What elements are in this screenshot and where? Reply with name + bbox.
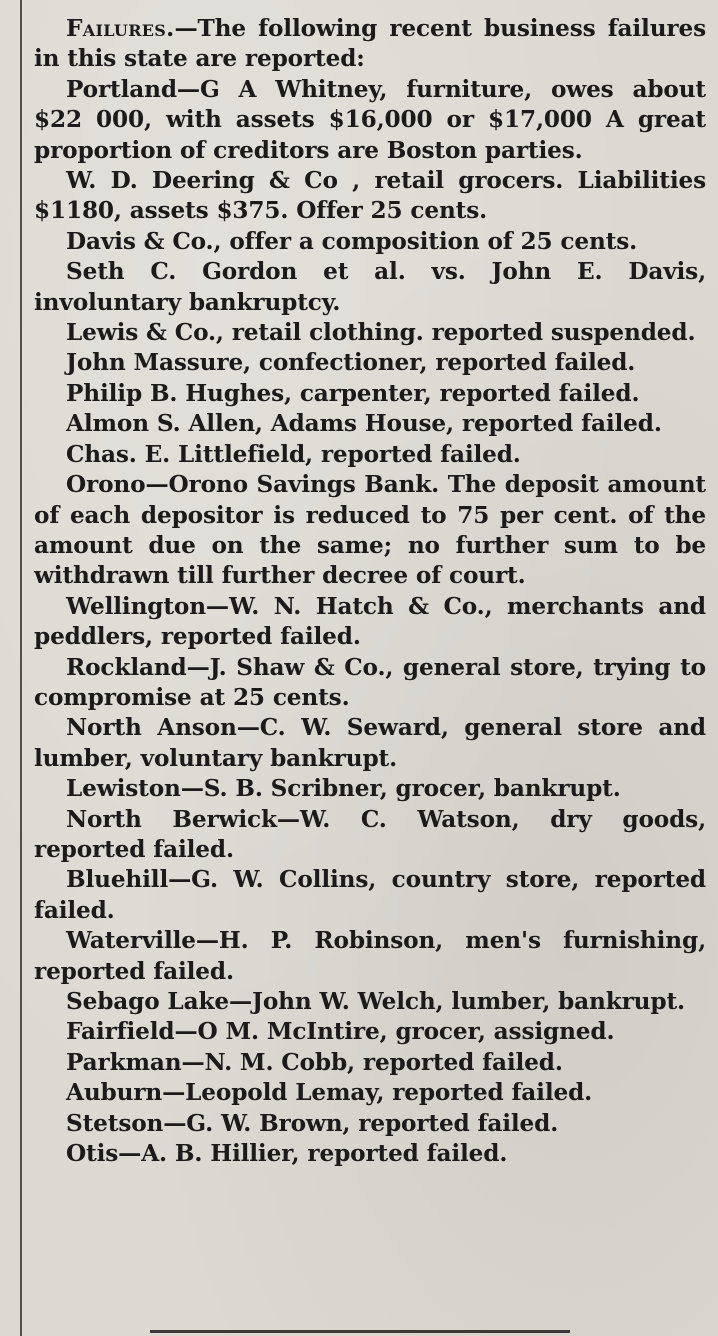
failure-entry: Bluehill—G. W. Collins, country store, reported failed. [34,866,706,924]
failures-article [34,14,706,1169]
failure-entry: Seth C. Gordon et al. vs. John E. Davis, involuntary bankruptcy. [34,258,706,316]
failure-entry: Chas. E. Littlefield, reported failed. [66,440,521,468]
article-intro: —The following recent business failures in this state are reported: [34,15,706,73]
failure-entry: Portland—G A Whitney, furniture, owes about $22 000, with assets $16,000 or $17,000 A great proportion of creditors are Boston parties. [34,75,706,164]
failure-entry: John Massure, confectioner, reported failed. [66,349,636,377]
failure-entry: W. D. Deering & Co , retail grocers. Liabilities $1180, assets $375. Offer 25 cents. [34,167,706,225]
failure-entry: Sebago Lake—John W. Welch, lumber, bankrupt. [66,988,685,1015]
failure-entry: Wellington—W. N. Hatch & Co., merchants and peddlers, reported failed. [34,592,706,651]
failure-entry: Parkman—N. M. Cobb, reported failed. [66,1048,563,1076]
failure-entry: Auburn—Leopold Lemay, reported failed. [66,1079,593,1107]
article-headline: Failures. [66,15,175,42]
failure-entry: North Berwick—W. C. Watson, dry goods, reported failed. [34,805,706,863]
column-divider [20,0,22,1336]
bottom-divider [150,1330,570,1333]
failure-entry: Philip B. Hughes, carpenter, reported failed. [66,379,640,407]
failure-entry: Fairfield—O M. McIntire, grocer, assigned. [66,1018,615,1046]
failure-entry: Stetson—G. W. Brown, reported failed. [66,1109,559,1137]
failure-entry: Davis & Co., offer a composition of 25 cents. [66,227,638,255]
failure-entry: Waterville—H. P. Robinson, men's furnishing, reported failed. [34,927,706,985]
failure-entry: Rockland—J. Shaw & Co., general store, trying to compromise at 25 cents. [34,653,706,711]
failure-entry: Orono—Orono Savings Bank. The deposit amount of each depositor is reduced to 75 per cent. of the amount due on the same; no further sum to be withdrawn till further decree of court. [34,471,706,590]
failure-entry: Lewis & Co., retail clothing. reported suspended. [66,319,696,347]
failure-entry: Almon S. Allen, Adams House, reported failed. [66,410,662,438]
failure-entry: North Anson—C. W. Seward, general store and lumber, voluntary bankrupt. [34,714,706,772]
failure-entry: Otis—A. B. Hillier, reported failed. [66,1140,508,1168]
article-lead [34,14,706,75]
failure-entry: Lewiston—S. B. Scribner, grocer, bankrupt. [66,775,621,803]
